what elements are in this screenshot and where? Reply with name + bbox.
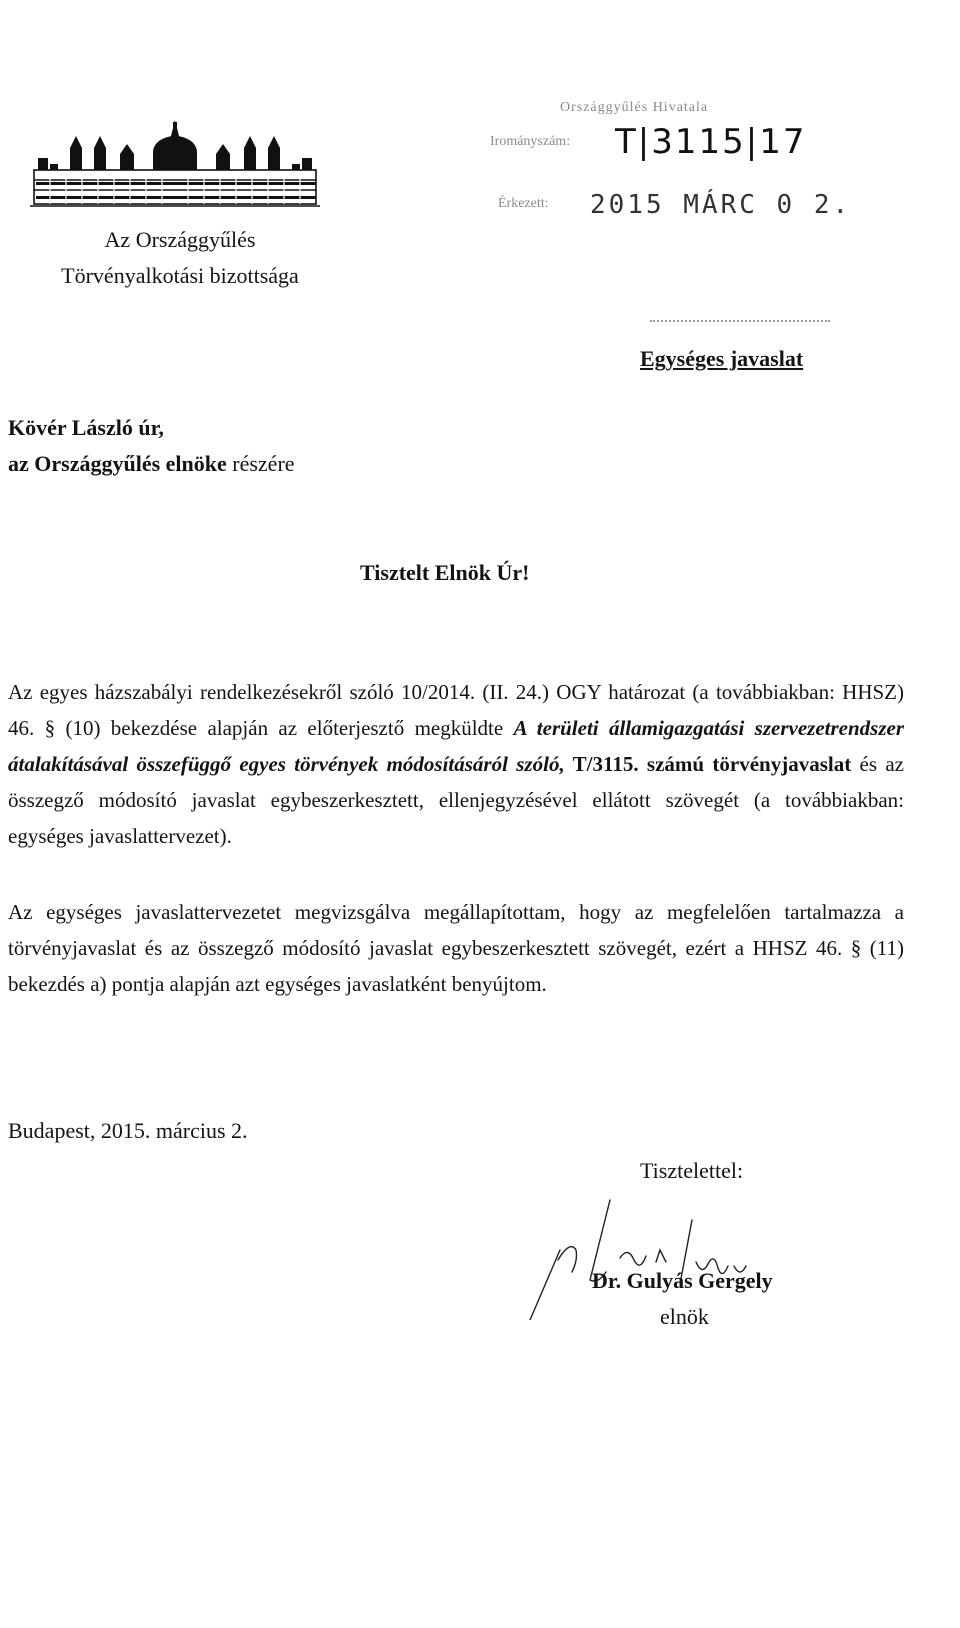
handwritten-signature [520,1180,820,1320]
parliament-logo [30,118,320,210]
body-paragraph-2: Az egységes javaslattervezetet megvizsgálva megállapítottam, hogy az megfelelően tartalmazza a törvényjavaslat és az összegző módosító javaslat egybeszerkesztett szövegét, ezért a HHSZ 46. § (11) bekezdés a) pontja alapján azt egységes javaslatként benyújtom. [8,900,904,996]
signer-name: Dr. Gulyás Gergely [592,1268,773,1293]
committee-name [40,222,320,294]
addressee-role-suffix: részére [226,451,295,476]
addressee [8,410,295,482]
salutation: Tisztelt Elnök Úr! [360,560,530,585]
stamp-dotted-line [650,320,830,322]
committee-line2: Törvényalkotási bizottsága [61,263,299,288]
stamp-received-date: 2015 MÁRC 0 2. [590,190,852,220]
closing-phrase: Tisztelettel: [640,1158,744,1183]
committee-line1: Az Országgyűlés [104,227,256,252]
stamp-registry-number: T|3115|17 [615,122,807,162]
addressee-role: az Országgyűlés elnöke [8,451,227,476]
place-date: Budapest, 2015. március 2. [8,1118,248,1143]
para1-intro: Az egyes házszabályi rendelkezésekről szóló 10/2014. (II. 24.) OGY határozat (a továbbiakban: HHSZ) 46. § (10) bekezdése alapján az előterjesztő megküldte [8,680,904,740]
bill-number: T/3115. számú törvényjavaslat [564,752,852,776]
para1-rest: és az összegző módosító javaslat egybeszerkesztett, ellenjegyzésével ellátott szövegét (a továbbiakban: egységes javaslattervezet). [8,752,905,848]
document-type: Egységes javaslat [640,346,804,371]
addressee-name: Kövér László úr, [8,415,164,440]
bill-title: A területi államigazgatási szervezetrendszer átalakításával összefüggő egyes törvények módosításáról szóló, [8,716,904,776]
signer-role: elnök [660,1304,709,1329]
stamp-office-line: Országgyűlés Hivatala [560,100,709,115]
stamp-received-label: Érkezett: [498,196,549,211]
stamp-registry-label: Irományszám: [490,134,571,149]
body-paragraph-1 [8,674,904,854]
